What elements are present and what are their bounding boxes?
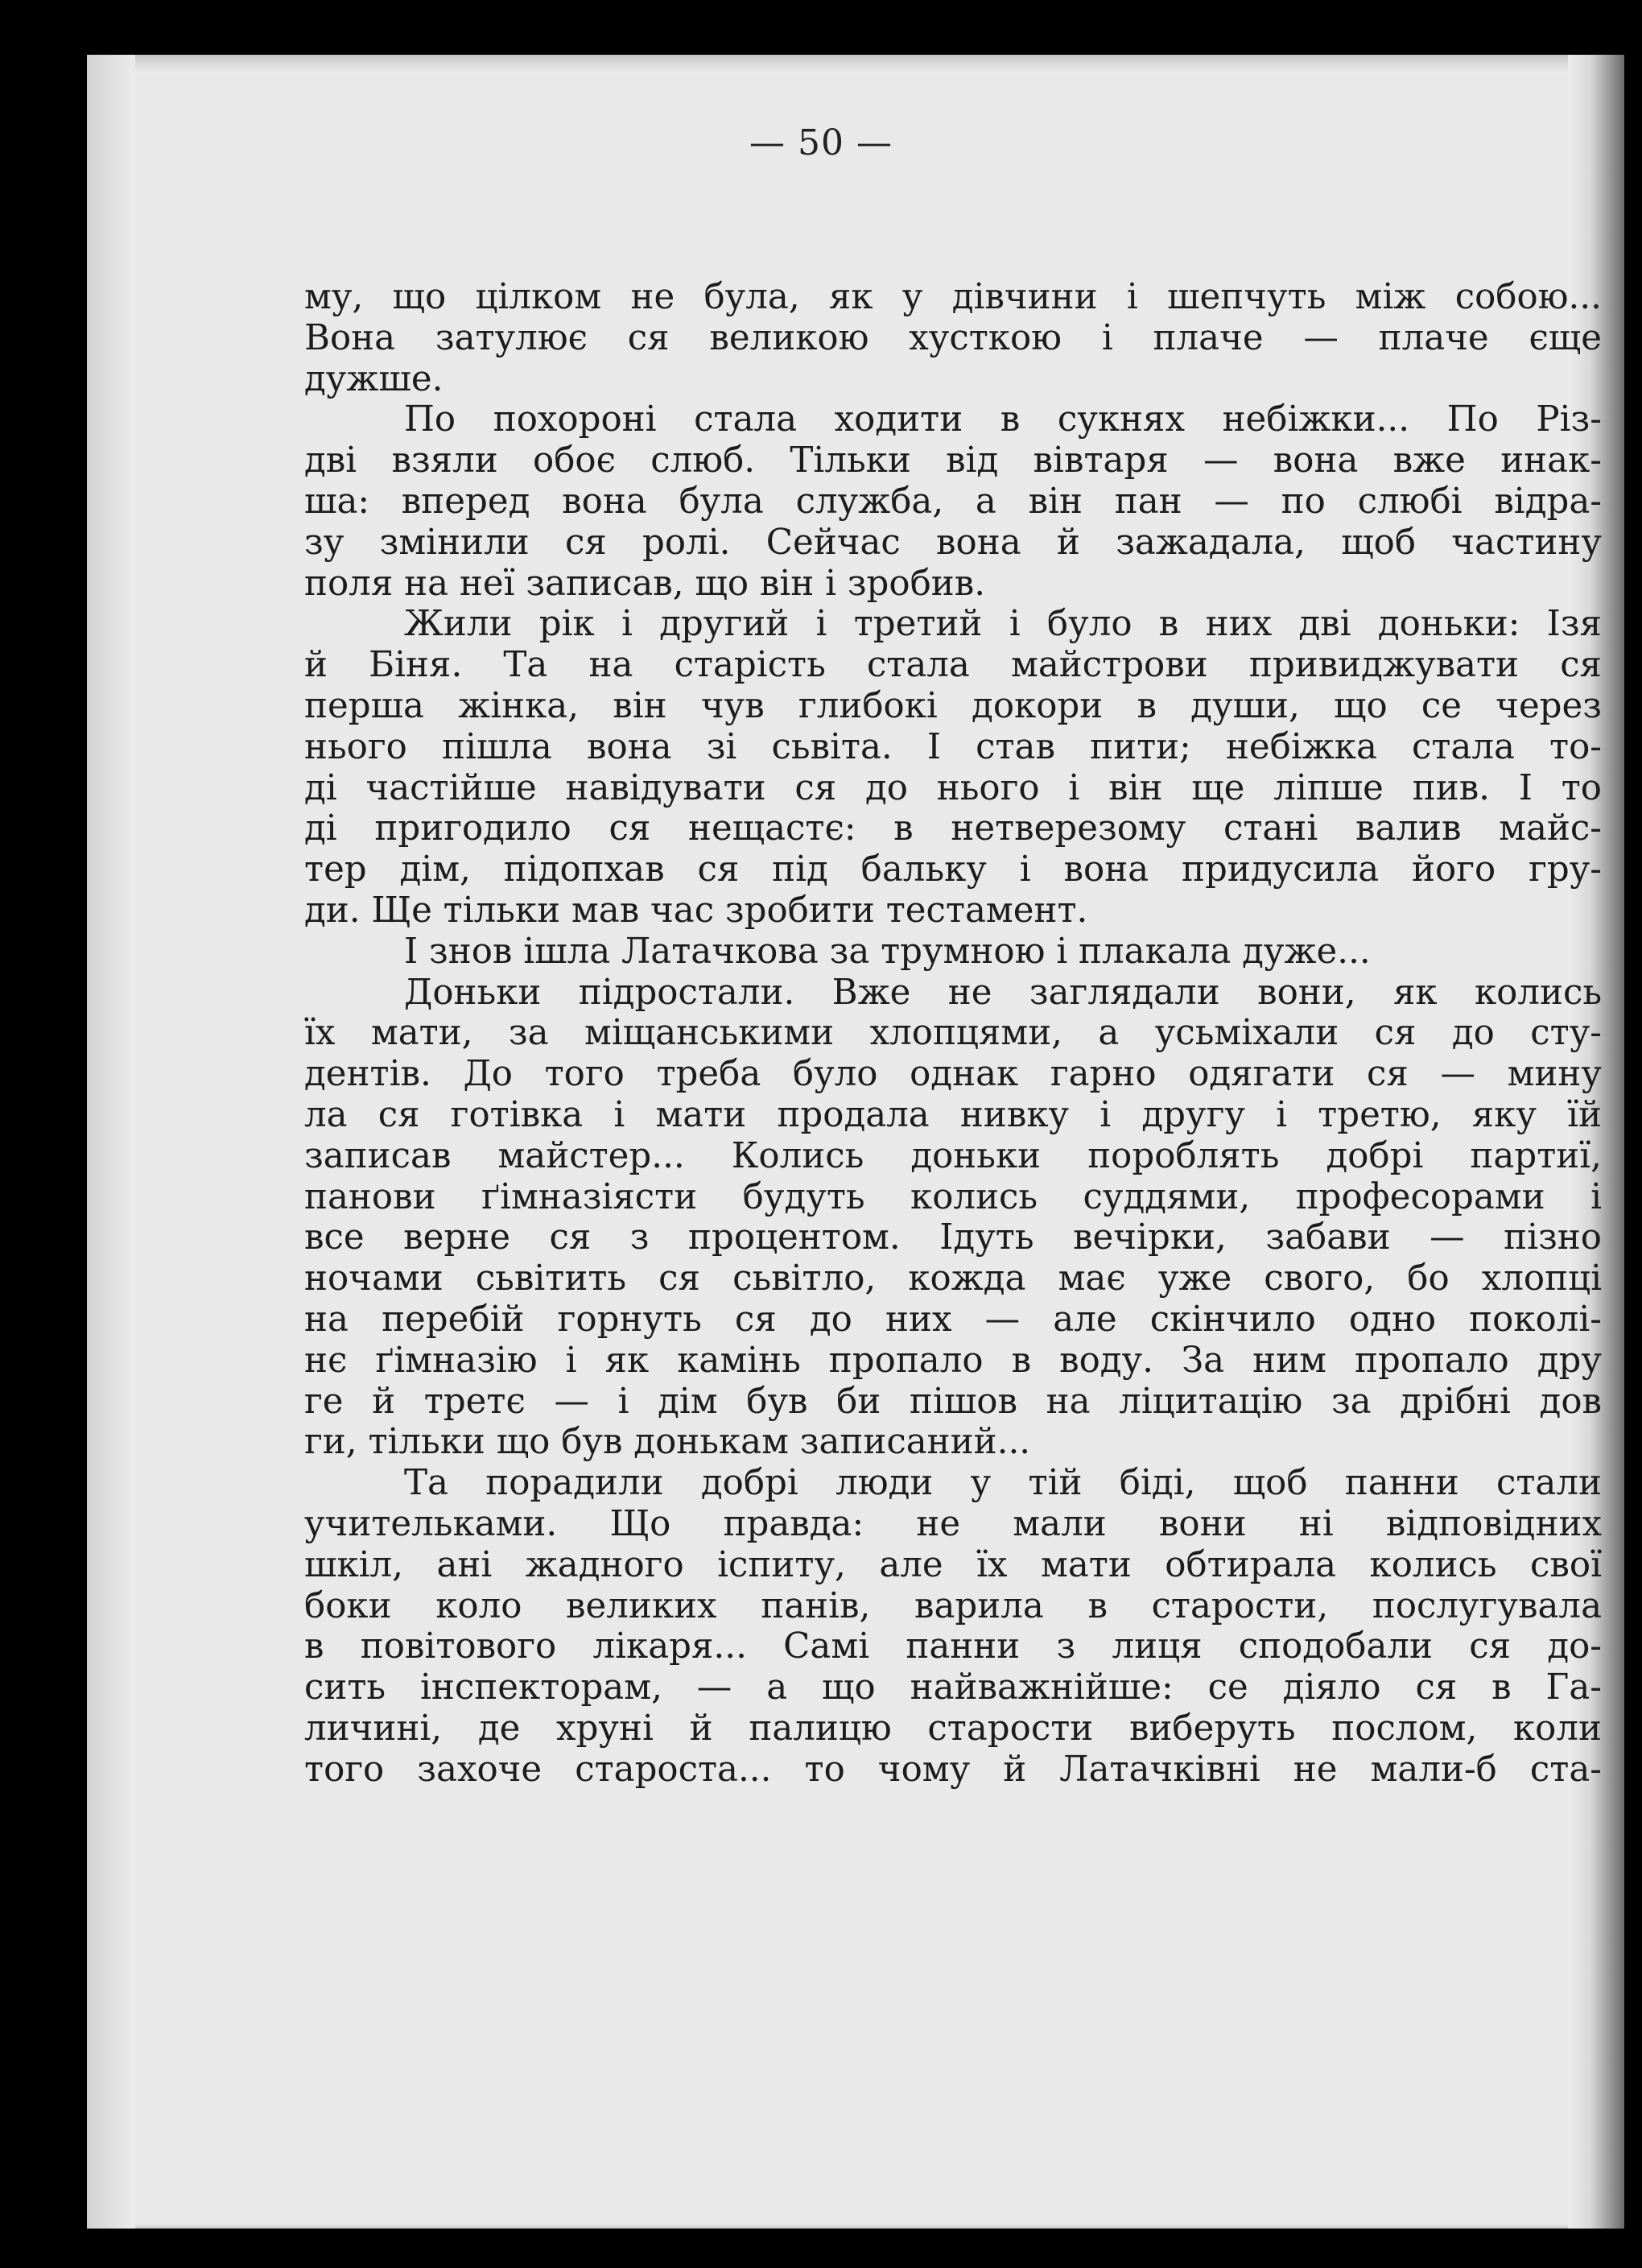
text-line: ді пригодило ся нещастє: в нетверезому стані валив майс- [304,808,1602,849]
body-text [304,277,1602,1790]
page-edge-top [87,55,1624,74]
text-line: личині, де хруні й палицю старости виберуть послом, коли [304,1708,1602,1749]
text-line: в повітового лікаря... Самі панни з лиця сподобали ся до- [304,1626,1602,1667]
text-line: ги, тільки що був донькам записаний... [304,1422,1031,1463]
page-edge-left [87,55,135,2229]
text-line: панови ґімназіясти будуть колись суддями, професорами і [304,1176,1602,1217]
text-line: записав майстер... Колись доньки пороблять добрі партиї, [304,1135,1602,1176]
text-line: боки коло великих панів, варила в старости, послугувала [304,1585,1602,1626]
text-line: їх мати, за міщанськими хлопцями, а усьміхали ся до сту- [304,1013,1602,1054]
text-line: все верне ся з процентом. Ідуть вечірки, забави — пізно [304,1217,1602,1258]
text-line: дві взяли обоє слюб. Тільки від вівтаря — вона вже инак- [304,440,1602,481]
text-line: шкіл, ані жадного іспиту, але їх мати обтирала колись свої [304,1544,1602,1585]
text-line: ди. Ще тільки мав час зробити тестамент. [304,890,1088,931]
text-line: зу змінили ся ролі. Сейчас вона й зажадала, щоб частину [304,522,1602,563]
text-line: учительками. Що правда: не мали вони ні відповідних [304,1503,1602,1544]
text-line: нього пішла вона зі сьвіта. І став пити; небіжка стала то- [304,726,1602,767]
text-line: ша: вперед вона була служба, а він пан — по слюбі відра- [304,481,1602,522]
text-line: того захоче староста... то чому й Латачківні не мали-б ста- [304,1749,1602,1790]
text-line: й Біня. Та на старість стала майстрови привиджувати ся [304,645,1602,686]
text-line: ді частійше навідувати ся до нього і він ще ліпше пив. І то [304,767,1602,808]
text-line: І знов ішла Латачкова за трумною і плакала дуже... [404,931,1371,972]
text-line: ла ся готівка і мати продала нивку і другу і третю, яку їй [304,1094,1602,1135]
text-line: Доньки підростали. Вже не заглядали вони, як колись [404,972,1602,1013]
text-line: Та порадили добрі люди у тій біді, щоб панни стали [404,1463,1602,1504]
text-line: му, що цілком не була, як у дівчини і шепчуть між собою... [304,277,1602,317]
text-line: ге й третє — і дім був би пішов на ліцитацію за дрібні дов [304,1381,1602,1422]
text-line: поля на неї записав, що він і зробив. [304,563,986,604]
text-line: По похороні стала ходити в сукнях небіжки... По Різ- [404,399,1602,440]
text-line: Жили рік і другий і третий і було в них дві доньки: Ізя [404,604,1602,645]
text-line: дентів. До того треба було однак гарно одягати ся — мину [304,1054,1602,1095]
text-line: перша жінка, він чув глибокі докори в души, що се через [304,685,1602,726]
page-number: — 50 — [749,122,893,163]
text-line: нє ґімназію і як камінь пропало в воду. За ним пропало дру [304,1340,1602,1381]
text-line: тер дім, підопхав ся під бальку і вона придусила його гру- [304,849,1602,890]
text-line: дужше. [304,358,444,399]
text-line: Вона затулює ся великою хусткою і плаче — плаче єще [304,317,1602,358]
text-line: сить інспекторам, — а що найважнійше: се діяло ся в Га- [304,1667,1602,1708]
text-line: ночами сьвітить ся сьвітло, кожда має уже свого, бо хлопці [304,1258,1602,1299]
text-line: на перебій горнуть ся до них — але скінчило одно поколі- [304,1299,1602,1340]
